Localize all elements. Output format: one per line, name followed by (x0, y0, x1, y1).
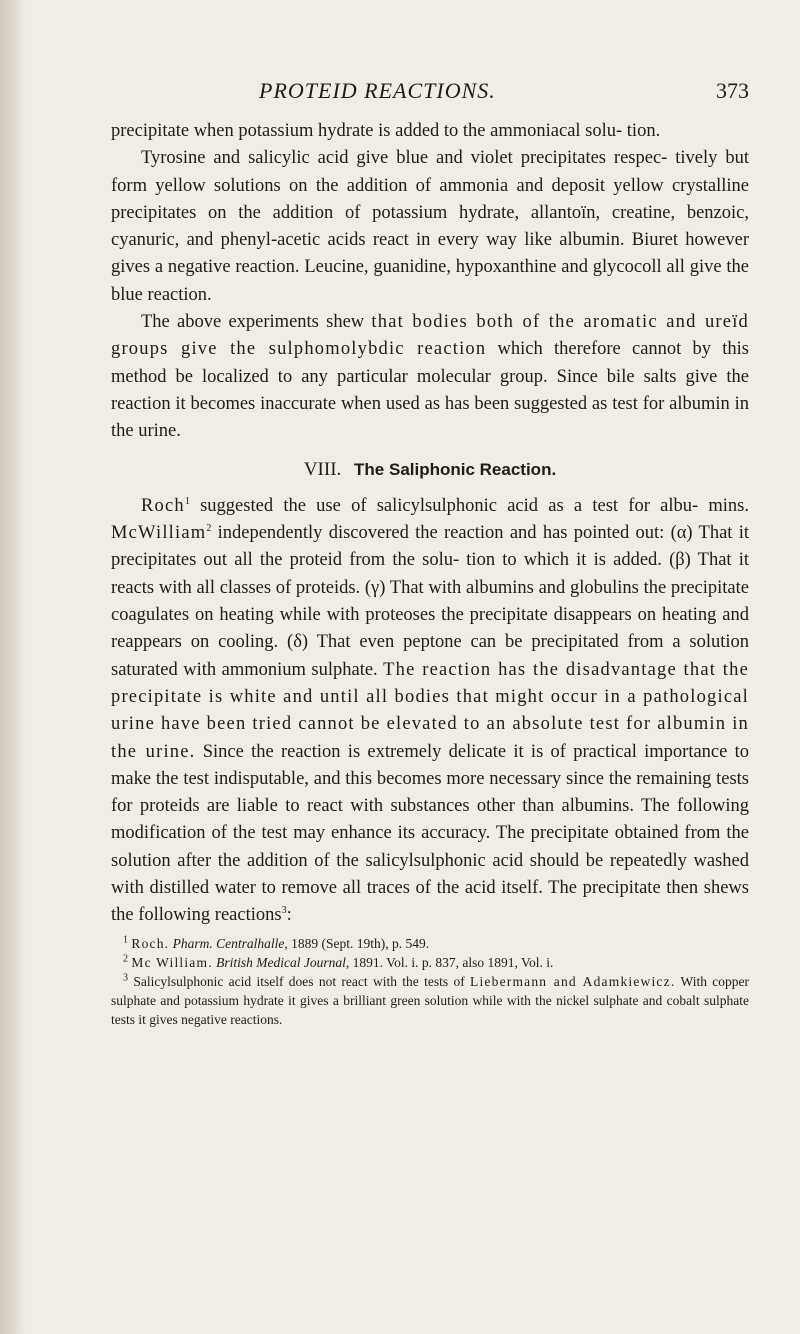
footnote-text: 1891. Vol. i. p. 837, also 1891, Vol. i. (349, 954, 554, 970)
footnote-author: Mc William. (131, 954, 213, 970)
emphasized-text: The reaction has the disadvantage that the precipitate is white and until all bodies that might occur in a pathological urine have been tried cannot be elevated to an absolute test for albumin in the urine. (111, 659, 749, 762)
footnote-mark: 2 (123, 953, 128, 965)
footnote-text: 1889 (Sept. 19th), p. 549. (287, 935, 430, 951)
footnote-ref[interactable]: 1 (184, 495, 190, 507)
footnote-2 (111, 953, 749, 972)
footnote-mark: 3 (123, 972, 128, 984)
author-name: Roch (141, 495, 185, 516)
paragraph-text: Since the reaction is extremely delicate it is of practical importance to make the test indisputable, and this becomes more necessary since the remaining tests for proteids are liable to react with substances other than albumins. The following modification of the test may enhance its accuracy. The precipitate obtained from the solution after the addition of the salicylsulphonic acid should be repeatedly washed with distilled water to remove all traces of the acid itself. The precipitate then shews the following reactions (111, 741, 749, 926)
page-header (0, 78, 800, 108)
section-title: The Saliphonic Reaction. (354, 459, 557, 479)
footnote-journal: British Medical Journal, (216, 954, 350, 970)
emphasized-text: that bodies both of the aromatic and ureïd groups give the sulphomolybdic reaction (111, 312, 749, 360)
paragraph-text: which therefore cannot by this method be localized to any particular molecular group. Since bile salts give the reaction it becomes inaccurate when used as has been suggested as test for albumin in the urine. (111, 339, 749, 442)
paragraph-text: : (286, 905, 292, 926)
page-number: 373 (716, 78, 749, 103)
footnote-journal: Pharm. Centralhalle, (172, 935, 288, 951)
paragraph-saliphonic (111, 493, 749, 930)
section-heading (111, 456, 749, 483)
footnote-1 (111, 934, 749, 953)
paragraph-experiments (111, 309, 749, 445)
footnote-3 (111, 972, 749, 1029)
footnote-ref[interactable]: 3 (281, 905, 287, 917)
footnote-text: With copper sulphate and potassium hydrate it gives a brilliant green solution while with the nickel sulphate and cobalt sulphate tests it gives negative reactions. (111, 973, 749, 1027)
footnote-mark: 1 (123, 934, 128, 946)
footnote-author: Roch. (131, 935, 170, 951)
footnote-text: Salicylsulphonic acid itself does not react with the tests of (133, 973, 471, 989)
footnote-authors: Liebermann and Adamkiewicz. (470, 973, 676, 989)
footnotes (111, 934, 749, 1029)
author-name: McWilliam (111, 523, 207, 544)
paragraph-text: independently discovered the reaction and has pointed out: (α) That it precipitates out all the proteid from the solu- tion to which it is added. (β) That it reacts with all classes of proteids. (γ) That with albumins and globulins the precipitate coagulates on heating while with proteoses the precipitate disappears on heating and reappears on cooling. (δ) That even peptone can be precipitated from a solution saturated with ammonium sulphate. (111, 523, 749, 680)
section-number: VIII. (303, 458, 342, 480)
running-title: PROTEID REACTIONS. (259, 78, 496, 103)
paragraph-continuation: precipitate when potassium hydrate is added to the ammoniacal solu- tion. (111, 121, 661, 141)
body-text (111, 118, 749, 1029)
paragraph-tyrosine: Tyrosine and salicylic acid give blue and violet precipitates respec- tively but form yellow solutions on the addition of ammonia and deposit yellow crystalline precipitates on the addition of potassium hydrate, allantoïn, creatine, benzoic, cyanuric, and phenyl-acetic acids react in every way like albumin. Biuret however gives a negative reaction. Leucine, guanidine, hypoxanthine and glycocoll all give the blue reaction. (111, 148, 749, 305)
paragraph-text: The above experiments shew (141, 312, 372, 333)
page-gutter-shadow (0, 0, 26, 1334)
footnote-ref[interactable]: 2 (206, 523, 212, 534)
paragraph-text: suggested the use of salicylsulphonic acid as a test for albu- mins. (189, 495, 749, 516)
